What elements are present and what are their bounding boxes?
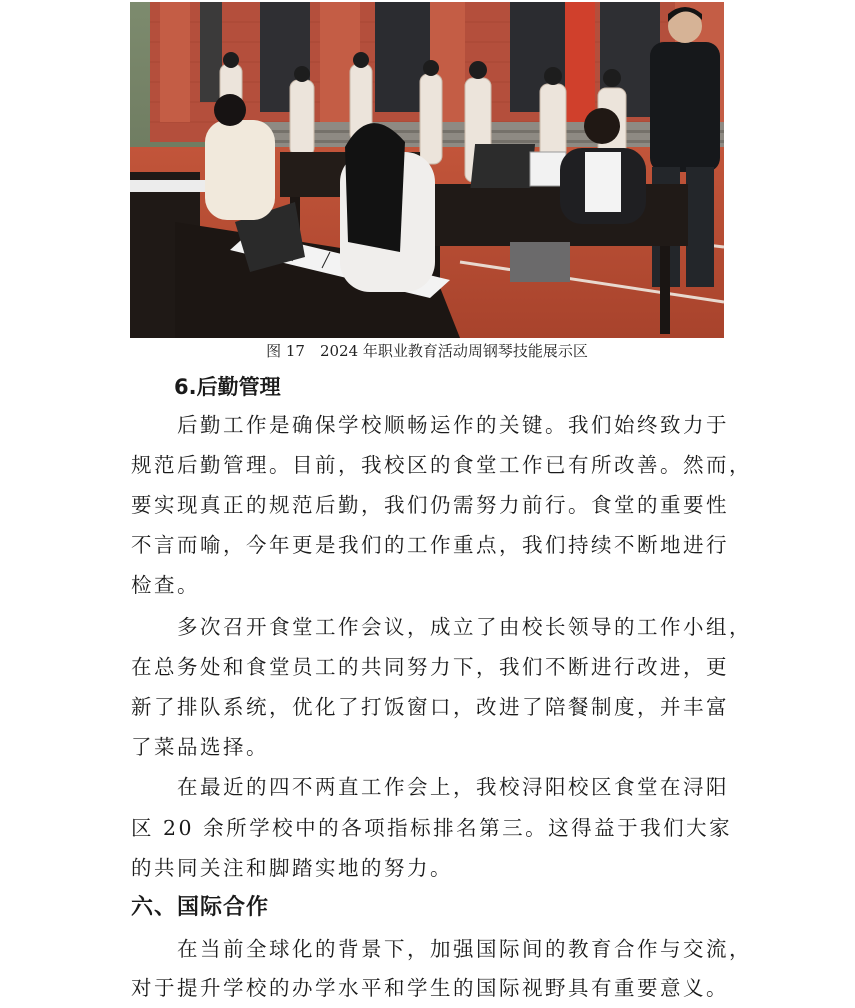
text-line: 后勤工作是确保学校顺畅运作的关键。我们始终致力于 bbox=[131, 413, 729, 437]
text-line: 的共同关注和脚踏实地的努力。 bbox=[131, 856, 453, 880]
text-line: 检查。 bbox=[131, 573, 200, 597]
text-line: 新了排队系统，优化了打饭窗口，改进了陪餐制度，并丰富 bbox=[131, 695, 729, 719]
text-line: 在最近的四不两直工作会上，我校浔阳校区食堂在浔阳 bbox=[131, 775, 729, 799]
text-line: 多次召开食堂工作会议，成立了由校长领导的工作小组， bbox=[131, 615, 752, 639]
text-line: 对于提升学校的办学水平和学生的国际视野具有重要意义。 bbox=[131, 976, 729, 1000]
piano-showcase-photo bbox=[130, 2, 724, 338]
text-line: 在当前全球化的背景下，加强国际间的教育合作与交流， bbox=[131, 937, 752, 961]
text-line: 不言而喻，今年更是我们的工作重点，我们持续不断地进行 bbox=[131, 533, 729, 557]
text-line: 在总务处和食堂员工的共同努力下，我们不断进行改进，更 bbox=[131, 655, 729, 679]
text-line: 了菜品选择。 bbox=[131, 735, 269, 759]
text-line: 要实现真正的规范后勤，我们仍需努力前行。食堂的重要性 bbox=[131, 493, 729, 517]
text-line: 规范后勤管理。目前，我校区的食堂工作已有所改善。然而， bbox=[131, 453, 752, 477]
section-heading-logistics: 6.后勤管理 bbox=[174, 375, 281, 399]
section-heading-international: 六、国际合作 bbox=[131, 895, 270, 920]
figure-caption: 图 17 2024 年职业教育活动周钢琴技能展示区 bbox=[266, 342, 588, 360]
text-line: 区 20 余所学校中的各项指标排名第三。这得益于我们大家 bbox=[131, 816, 733, 840]
